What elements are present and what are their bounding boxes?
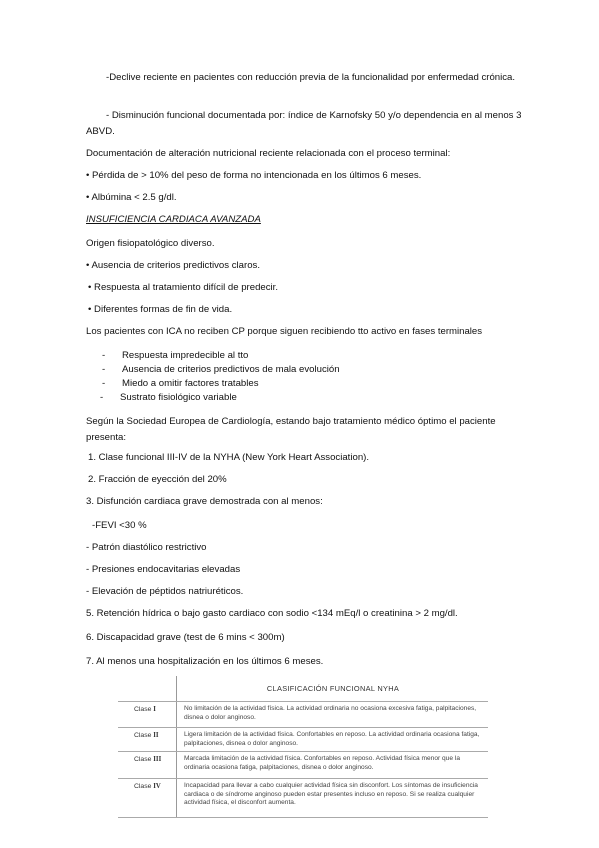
bullet-response: • Respuesta al tratamiento difícil de predecir. bbox=[88, 282, 279, 293]
sub-item-presiones: - Presiones endocavitarias elevadas bbox=[86, 564, 241, 575]
bullet-weight-loss: • Pérdida de > 10% del peso de forma no intencionada en los últimos 6 meses. bbox=[86, 170, 422, 181]
class-description: Ligera limitación de la actividad física. Confortables en reposo. La actividad ordinaria ocasiona fatiga, palpitaciones, disnea o dolor anginoso. bbox=[184, 731, 480, 747]
numbered-item-3: 3. Disfunción cardiaca grave demostrada con al menos: bbox=[86, 496, 323, 507]
section-heading-ica: INSUFICIENCIA CARDIACA AVANZADA bbox=[86, 214, 261, 225]
table-row bbox=[118, 753, 488, 779]
numbered-item-6: 6. Discapacidad grave (test de 6 mins < 300m) bbox=[86, 632, 285, 643]
numbered-item-5: 5. Retención hídrica o bajo gasto cardiaco con sodio <134 mEq/l o creatinina > 2 mg/dl. bbox=[86, 608, 458, 619]
paragraph-origin: Origen fisiopatológico diverso. bbox=[86, 238, 215, 249]
class-description: Incapacidad para llevar a cabo cualquier actividad física sin disconfort. Los síntomas de insuficiencia cardiaca o de síndrome anginoso pueden estar presentes incluso en reposo. Si se realiza cualquier actividad física, el disconfort aumenta. bbox=[184, 782, 478, 807]
numbered-item-7: 7. Al menos una hospitalización en los últimos 6 meses. bbox=[86, 656, 324, 667]
dash-marker: - bbox=[102, 350, 106, 361]
table-rule bbox=[118, 727, 488, 728]
numbered-item-1: 1. Clase funcional III-IV de la NYHA (New York Heart Association). bbox=[88, 452, 370, 463]
bullet-end-of-life: • Diferentes formas de fin de vida. bbox=[88, 304, 233, 315]
table-header: CLASIFICACIÓN FUNCIONAL NYHA bbox=[266, 684, 400, 693]
table-rule bbox=[118, 817, 488, 818]
table-rule bbox=[118, 701, 488, 702]
dash-marker: - bbox=[102, 378, 106, 389]
sub-item-fevi: -FEVI <30 % bbox=[92, 520, 147, 531]
class-label: Clase IV bbox=[134, 783, 161, 790]
paragraph-ica-cp: Los pacientes con ICA no reciben CP porque siguen recibiendo tto activo en fases terminales bbox=[86, 326, 483, 337]
numbered-item-2: 2. Fracción de eyección del 20% bbox=[88, 474, 227, 485]
paragraph-esc: Según la Sociedad Europea de Cardiología, estando bajo tratamiento médico óptimo el paciente presenta: bbox=[86, 416, 496, 443]
table-row bbox=[118, 703, 488, 727]
bullet-no-criteria: • Ausencia de criterios predictivos claros. bbox=[86, 260, 260, 271]
table-rule bbox=[118, 778, 488, 779]
table-row bbox=[118, 780, 488, 816]
paragraph-nutrition: Documentación de alteración nutricional reciente relacionada con el proceso terminal: bbox=[86, 148, 451, 159]
class-description: Marcada limitación de la actividad física. Confortables en reposo. Actividad física menor que la ordinaria ocasiona fatiga, palpitaciones, disnea o dolor anginoso. bbox=[184, 755, 460, 771]
class-label: Clase I bbox=[134, 706, 156, 713]
paragraph-decline: -Declive reciente en pacientes con reducción previa de la funcionalidad por enfermedad crónica. bbox=[106, 72, 516, 83]
sub-item-peptidos: - Elevación de péptidos natriuréticos. bbox=[86, 586, 244, 597]
class-label: Clase III bbox=[134, 756, 162, 763]
table-row bbox=[118, 729, 488, 753]
paragraph-functional-decline: - Disminución funcional documentada por: índice de Karnofsky 50 y/o dependencia en al menos 3 ABVD. bbox=[86, 110, 522, 137]
bullet-albumin: • Albúmina < 2.5 g/dl. bbox=[86, 192, 177, 203]
sub-item-patron: - Patrón diastólico restrictivo bbox=[86, 542, 207, 553]
class-description: No limitación de la actividad física. La actividad ordinaria no ocasiona excesiva fatiga, palpitaciones, disnea o dolor anginoso. bbox=[184, 705, 477, 721]
dash-marker: - bbox=[102, 364, 106, 375]
class-label: Clase II bbox=[134, 732, 159, 739]
dash-marker: - bbox=[100, 392, 104, 403]
table-rule bbox=[118, 751, 488, 752]
